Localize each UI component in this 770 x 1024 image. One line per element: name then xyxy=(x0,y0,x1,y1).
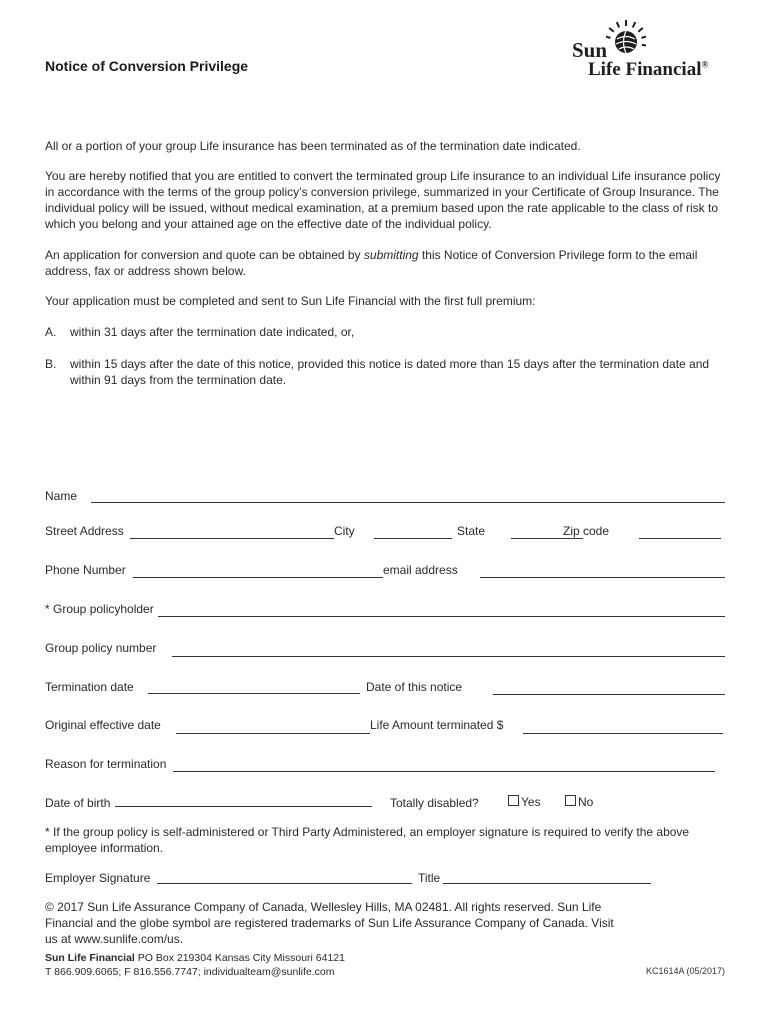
reason-for-termination-field[interactable] xyxy=(173,771,715,772)
phone-number-field[interactable] xyxy=(133,577,383,578)
street-address-label: Street Address xyxy=(45,524,124,538)
no-checkbox[interactable]: No xyxy=(565,795,593,809)
original-effective-date-label: Original effective date xyxy=(45,718,161,732)
title-field[interactable] xyxy=(443,883,651,884)
form-code: KC1614A (05/2017) xyxy=(645,966,725,976)
notification-paragraph: You are hereby notified that you are entitled to convert the terminated group Life insurance to an individual Life insurance policy in accordance with the terms of the group policy’s conversion privilege, summarized in your Certificate of Group Insurance. The individual policy will be issued, without medical examination, at a premium based upon the rate applicable to the class of risk to which you belong and your attained age on the effective date of the individual policy. xyxy=(45,169,721,231)
no-checkbox-box[interactable] xyxy=(565,795,576,806)
zip-code-field[interactable] xyxy=(639,538,721,539)
yes-checkbox-box[interactable] xyxy=(508,795,519,806)
city-field[interactable] xyxy=(374,538,452,539)
totally-disabled-label: Totally disabled? xyxy=(390,796,479,810)
notice-date-field[interactable] xyxy=(493,694,725,695)
application-paragraph: An application for conversion and quote can be obtained by submitting this Notice of Conversion Privilege form to the email address, fax or address shown below. xyxy=(45,248,698,278)
email-address-field[interactable] xyxy=(480,577,725,578)
email-address-label: email address xyxy=(383,563,458,577)
zip-code-label: Zip code xyxy=(563,524,610,538)
sun-globe-icon xyxy=(606,18,646,62)
city-label: City xyxy=(334,524,355,538)
group-policyholder-label: * Group policyholder xyxy=(45,602,154,616)
state-label: State xyxy=(457,524,486,538)
name-field[interactable] xyxy=(91,502,725,503)
group-policyholder-field[interactable] xyxy=(158,616,725,617)
date-of-birth-label: Date of birth xyxy=(45,796,111,810)
street-address-field[interactable] xyxy=(130,538,334,539)
employer-signature-note: * If the group policy is self-administered or Third Party Administered, an employer signature is required to verify the above employee information. xyxy=(45,825,690,855)
deadline-paragraph: Your application must be completed and sent to Sun Life Financial with the first full premium: xyxy=(45,294,536,308)
intro-paragraph: All or a portion of your group Life insurance has been terminated as of the termination date indicated. xyxy=(45,139,581,153)
employer-signature-field[interactable] xyxy=(157,883,412,884)
phone-number-label: Phone Number xyxy=(45,563,126,577)
logo-text-life-financial: Life Financial® xyxy=(588,59,709,80)
termination-date-label: Termination date xyxy=(45,680,134,694)
original-effective-date-field[interactable] xyxy=(176,733,370,734)
contact-info: Sun Life Financial PO Box 219304 Kansas City Missouri 64121 T 866.909.6065; F 816.556.7747; individualteam@sunlife.com xyxy=(45,952,345,978)
employer-signature-label: Employer Signature xyxy=(45,871,151,885)
group-policy-number-label: Group policy number xyxy=(45,641,157,655)
sun-life-logo xyxy=(566,18,736,82)
yes-checkbox[interactable]: Yes xyxy=(508,795,541,809)
name-label: Name xyxy=(45,489,78,503)
notice-date-label: Date of this notice xyxy=(366,680,463,694)
life-amount-terminated-field[interactable] xyxy=(523,733,723,734)
list-item: B. within 15 days after the date of this notice, provided this notice is dated more than 15 days after the termination date and within 91 days from the termination date. xyxy=(45,357,710,387)
logo-text-sun: Sun xyxy=(572,38,608,62)
termination-date-field[interactable] xyxy=(148,693,360,694)
group-policy-number-field[interactable] xyxy=(172,656,725,657)
title-label: Title xyxy=(418,871,441,885)
life-amount-terminated-label: Life Amount terminated $ xyxy=(370,718,504,732)
copyright-text: © 2017 Sun Life Assurance Company of Canada, Wellesley Hills, MA 02481. All rights reserved. Sun Life Financial and the globe symbol are registered trademarks of Sun Life Assurance Company of Canada. Visit us at www.sunlife.com/us. xyxy=(45,900,614,946)
page-title: Notice of Conversion Privilege xyxy=(45,58,249,74)
list-item: A. within 31 days after the termination date indicated, or, xyxy=(45,325,355,339)
state-field[interactable] xyxy=(511,538,583,539)
reason-for-termination-label: Reason for termination xyxy=(45,757,167,771)
date-of-birth-field[interactable] xyxy=(115,806,372,807)
